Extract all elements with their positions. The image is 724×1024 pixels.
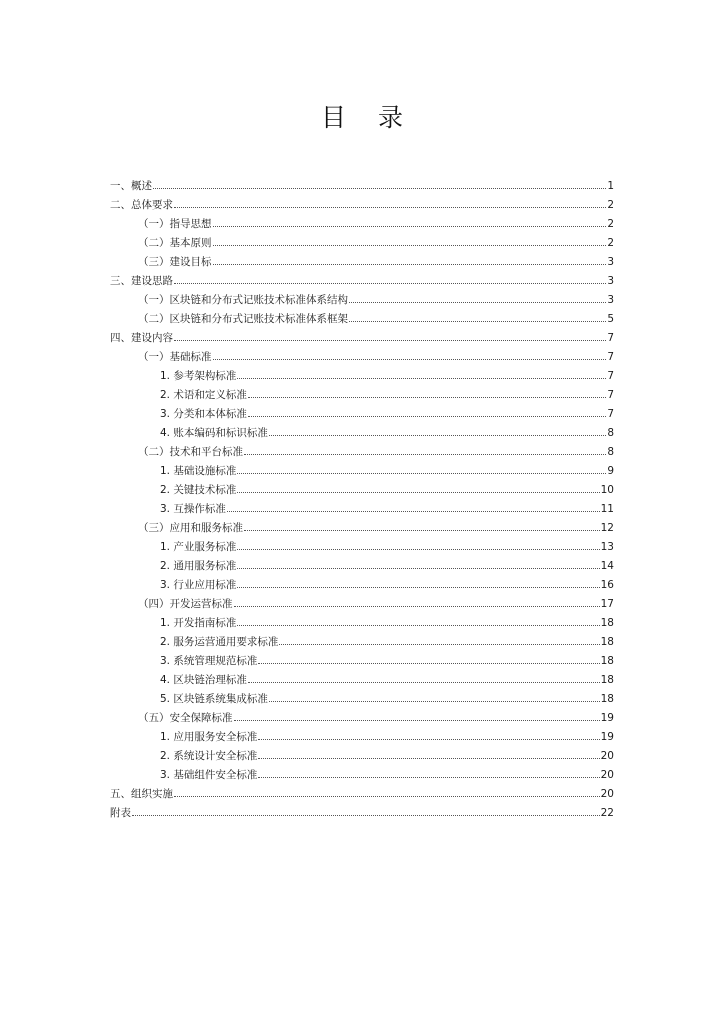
toc-dot-leader [227, 510, 600, 512]
toc-entry[interactable] [110, 481, 614, 500]
toc-entry[interactable] [110, 386, 614, 405]
toc-entry-label: 五、组织实施 [110, 788, 173, 800]
toc-entry-label: （四）开发运营标准 [138, 598, 233, 610]
toc-entry-page-number: 18 [600, 636, 614, 648]
toc-entry-label: 一、概述 [110, 180, 152, 192]
toc-entry-label: 4. 区块链治理标准 [160, 674, 247, 686]
toc-entry[interactable] [110, 215, 614, 234]
toc-entry-page-number: 18 [600, 674, 614, 686]
toc-entry[interactable] [110, 633, 614, 652]
toc-entry-page-number: 3 [607, 256, 614, 268]
toc-dot-leader [269, 434, 606, 436]
toc-dot-leader [174, 795, 600, 797]
toc-entry[interactable] [110, 747, 614, 766]
toc-entry-page-number: 20 [600, 769, 614, 781]
toc-entry[interactable] [110, 500, 614, 519]
toc-entry-label: 三、建设思路 [110, 275, 173, 287]
toc-dot-leader [174, 339, 606, 341]
toc-dot-leader [213, 244, 607, 246]
toc-dot-leader [213, 263, 607, 265]
toc-entry-page-number: 3 [607, 275, 614, 287]
toc-entry-page-number: 8 [607, 446, 614, 458]
toc-entry-label: 四、建设内容 [110, 332, 173, 344]
toc-dot-leader [213, 358, 607, 360]
toc-dot-leader [248, 396, 606, 398]
toc-entry-label: 2. 术语和定义标准 [160, 389, 247, 401]
table-of-contents [110, 177, 614, 823]
toc-entry[interactable] [110, 462, 614, 481]
toc-dot-leader [237, 624, 599, 626]
toc-entry-page-number: 7 [607, 389, 614, 401]
toc-entry[interactable] [110, 766, 614, 785]
toc-dot-leader [244, 529, 600, 531]
toc-dot-leader [174, 282, 606, 284]
toc-entry-label: 二、总体要求 [110, 199, 173, 211]
toc-entry-label: 2. 关键技术标准 [160, 484, 237, 496]
toc-entry[interactable] [110, 576, 614, 595]
toc-entry-page-number: 19 [600, 712, 614, 724]
toc-entry[interactable] [110, 557, 614, 576]
toc-dot-leader [237, 548, 599, 550]
toc-entry-label: 4. 账本编码和标识标准 [160, 427, 268, 439]
toc-dot-leader [248, 415, 606, 417]
toc-entry-page-number: 20 [600, 750, 614, 762]
toc-entry-page-number: 10 [600, 484, 614, 496]
toc-entry-page-number: 2 [607, 218, 614, 230]
toc-dot-leader [237, 377, 606, 379]
toc-entry[interactable] [110, 671, 614, 690]
toc-entry[interactable] [110, 595, 614, 614]
toc-entry-label: 1. 基础设施标准 [160, 465, 237, 477]
toc-dot-leader [269, 700, 600, 702]
toc-entry-label: 3. 分类和本体标准 [160, 408, 247, 420]
toc-dot-leader [174, 206, 606, 208]
toc-entry[interactable] [110, 424, 614, 443]
toc-entry-page-number: 12 [600, 522, 614, 534]
toc-entry[interactable] [110, 728, 614, 747]
toc-entry-page-number: 5 [607, 313, 614, 325]
toc-entry-page-number: 2 [607, 237, 614, 249]
toc-entry-page-number: 18 [600, 693, 614, 705]
toc-entry[interactable] [110, 785, 614, 804]
toc-entry-page-number: 7 [607, 370, 614, 382]
toc-entry-label: 1. 开发指南标准 [160, 617, 237, 629]
toc-dot-leader [258, 776, 599, 778]
toc-entry-label: （二）基本原则 [138, 237, 212, 249]
toc-entry-label: 1. 应用服务安全标准 [160, 731, 258, 743]
toc-dot-leader [237, 586, 599, 588]
toc-entry[interactable] [110, 443, 614, 462]
toc-entry-page-number: 17 [600, 598, 614, 610]
toc-entry-label: （一）区块链和分布式记账技术标准体系结构 [138, 294, 348, 306]
toc-dot-leader [258, 662, 599, 664]
toc-entry-label: （一）指导思想 [138, 218, 212, 230]
toc-entry-label: 3. 基础组件安全标准 [160, 769, 258, 781]
toc-dot-leader [279, 643, 599, 645]
toc-entry[interactable] [110, 709, 614, 728]
toc-dot-leader [237, 491, 599, 493]
toc-entry-label: （二）区块链和分布式记账技术标准体系框架 [138, 313, 348, 325]
toc-entry[interactable] [110, 329, 614, 348]
toc-entry-page-number: 20 [600, 788, 614, 800]
toc-entry[interactable] [110, 538, 614, 557]
toc-entry[interactable] [110, 367, 614, 386]
toc-dot-leader [213, 225, 607, 227]
toc-dot-leader [153, 187, 606, 189]
toc-entry-label: 3. 互操作标准 [160, 503, 226, 515]
toc-entry-page-number: 11 [600, 503, 614, 515]
page-title: 目 录 [321, 103, 415, 132]
toc-entry-page-number: 7 [607, 351, 614, 363]
toc-entry-label: （五）安全保障标准 [138, 712, 233, 724]
toc-entry[interactable] [110, 253, 614, 272]
toc-entry-page-number: 13 [600, 541, 614, 553]
toc-dot-leader [349, 320, 606, 322]
toc-entry-label: 附表 [110, 807, 131, 819]
toc-entry-page-number: 22 [600, 807, 614, 819]
toc-dot-leader [234, 719, 600, 721]
toc-entry[interactable] [110, 234, 614, 253]
toc-dot-leader [132, 814, 600, 816]
toc-entry[interactable] [110, 177, 614, 196]
toc-entry-label: 2. 系统设计安全标准 [160, 750, 258, 762]
toc-dot-leader [237, 472, 606, 474]
toc-entry-label: 1. 产业服务标准 [160, 541, 237, 553]
toc-dot-leader [349, 301, 606, 303]
toc-dot-leader [248, 681, 600, 683]
toc-entry-page-number: 7 [607, 332, 614, 344]
toc-entry[interactable] [110, 652, 614, 671]
toc-entry[interactable] [110, 804, 614, 823]
toc-entry[interactable] [110, 614, 614, 633]
toc-dot-leader [258, 757, 599, 759]
toc-entry[interactable] [110, 196, 614, 215]
toc-dot-leader [258, 738, 599, 740]
toc-entry-label: （一）基础标准 [138, 351, 212, 363]
toc-entry-page-number: 1 [607, 180, 614, 192]
toc-entry-page-number: 8 [607, 427, 614, 439]
toc-entry-label: 1. 参考架构标准 [160, 370, 237, 382]
toc-entry-page-number: 18 [600, 617, 614, 629]
toc-entry[interactable] [110, 348, 614, 367]
toc-entry-page-number: 9 [607, 465, 614, 477]
toc-entry-label: 3. 系统管理规范标准 [160, 655, 258, 667]
toc-entry[interactable] [110, 405, 614, 424]
toc-entry[interactable] [110, 291, 614, 310]
toc-entry-label: （二）技术和平台标准 [138, 446, 243, 458]
toc-entry-label: （三）建设目标 [138, 256, 212, 268]
toc-dot-leader [234, 605, 600, 607]
toc-entry-label: 2. 通用服务标准 [160, 560, 237, 572]
toc-entry-label: 2. 服务运营通用要求标准 [160, 636, 279, 648]
toc-entry-page-number: 14 [600, 560, 614, 572]
toc-entry-page-number: 18 [600, 655, 614, 667]
toc-entry-page-number: 16 [600, 579, 614, 591]
toc-entry[interactable] [110, 310, 614, 329]
toc-entry-page-number: 19 [600, 731, 614, 743]
toc-dot-leader [244, 453, 606, 455]
toc-entry-label: 3. 行业应用标准 [160, 579, 237, 591]
toc-entry[interactable] [110, 519, 614, 538]
toc-dot-leader [237, 567, 599, 569]
toc-entry-label: （三）应用和服务标准 [138, 522, 243, 534]
toc-entry-page-number: 2 [607, 199, 614, 211]
toc-entry-label: 5. 区块链系统集成标准 [160, 693, 268, 705]
toc-entry[interactable] [110, 690, 614, 709]
toc-entry[interactable] [110, 272, 614, 291]
toc-entry-page-number: 7 [607, 408, 614, 420]
toc-entry-page-number: 3 [607, 294, 614, 306]
